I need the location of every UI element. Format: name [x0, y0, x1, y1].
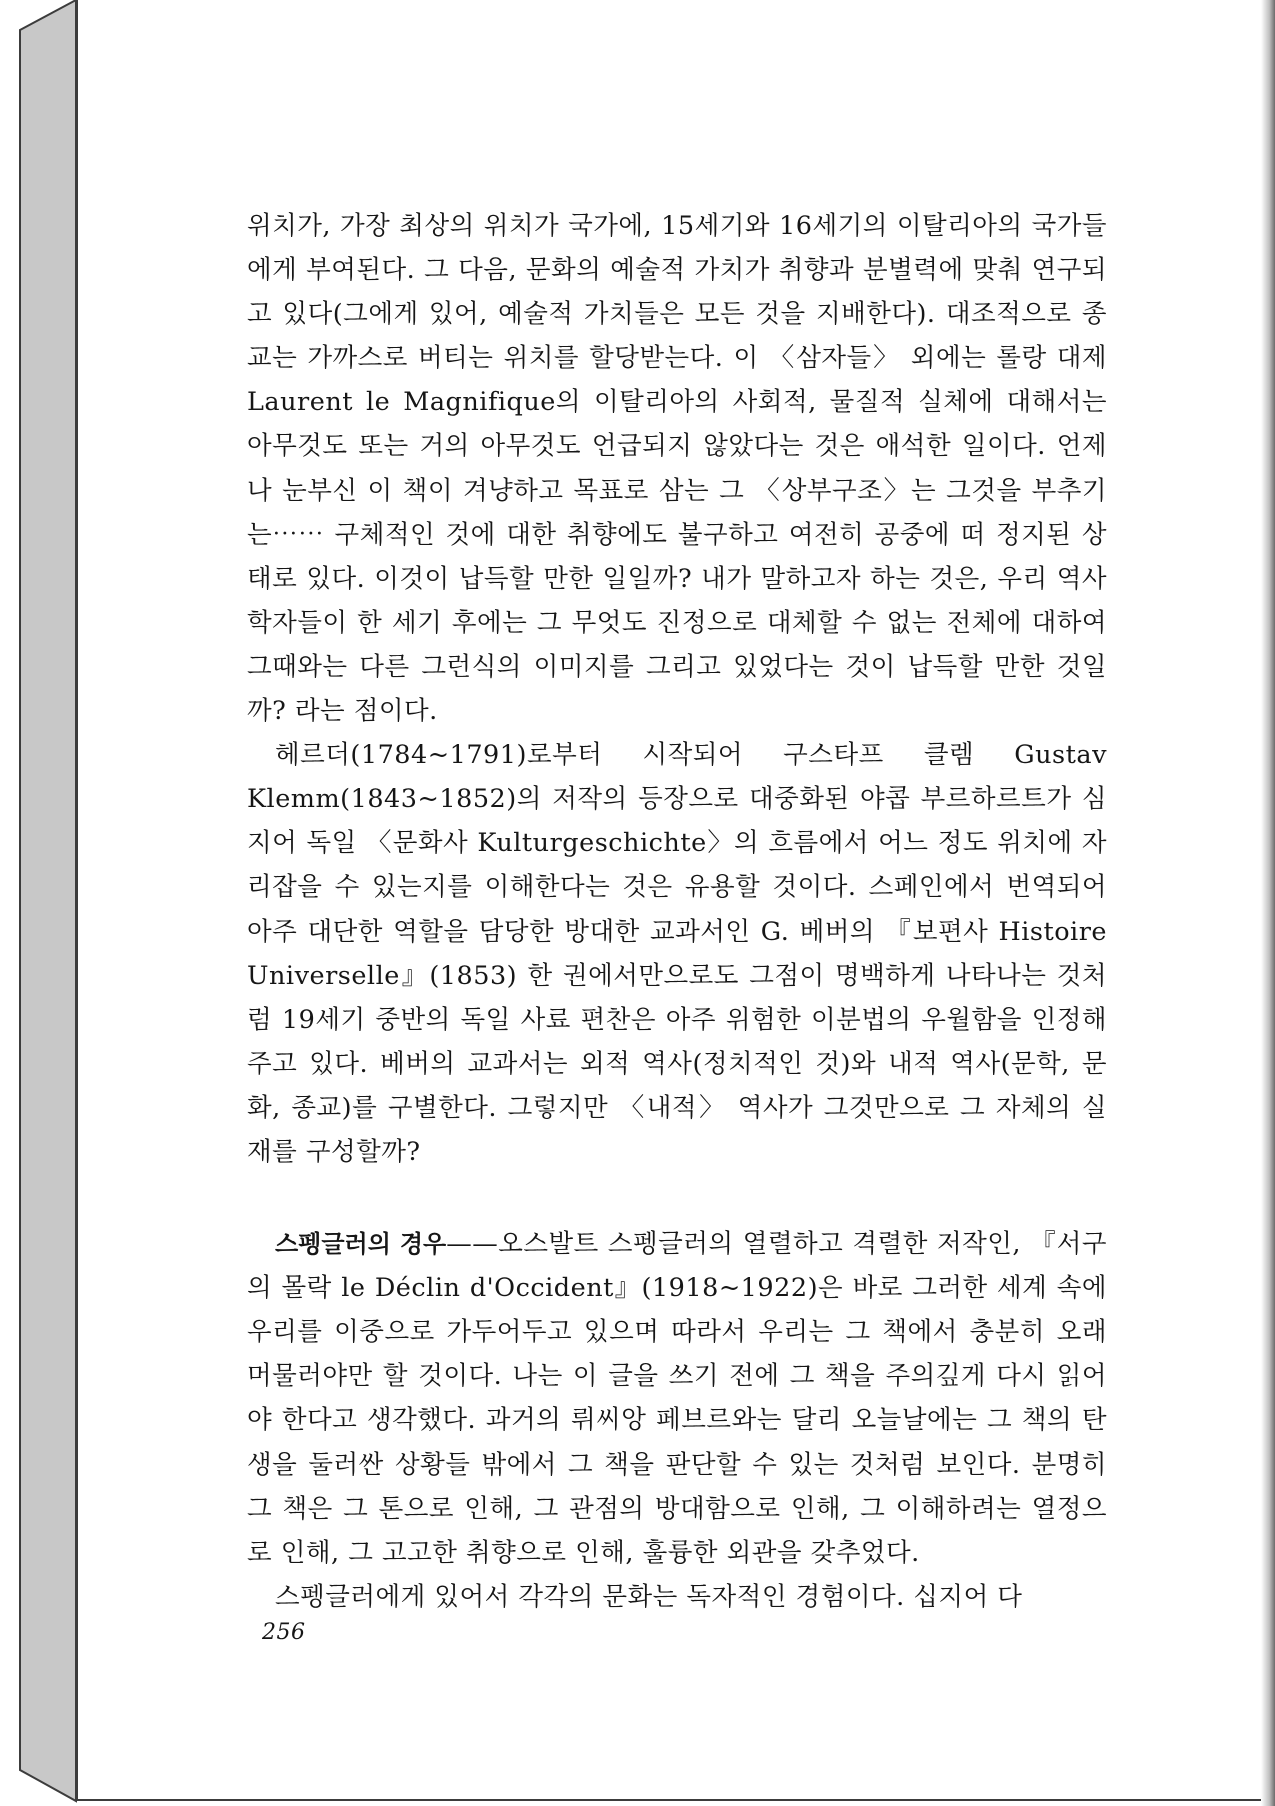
paragraph-3 — [247, 1222, 1107, 1575]
body-text — [247, 204, 1107, 1619]
page-edge-shadow — [1261, 0, 1275, 1806]
section-gap — [247, 1174, 1107, 1222]
paragraph-2: 헤르더(1784~1791)로부터 시작되어 구스타프 클렘 Gustav Klemm(1843~1852)의 저작의 등장으로 대중화된 야콥 부르하르트가 심지어 독일 〈문화사 Kulturgeschichte〉의 흐름에서 어느 정도 위치에 자리잡을 수 있는지를 이해한다는 것은 유용할 것이다. 스페인에서 번역되어 아주 대단한 역할을 담당한 방대한 교과서인 G. 베버의 『보편사 Histoire Universelle』(1853) 한 권에서만으로도 그점이 명백하게 나타나는 것처럼 19세기 중반의 독일 사료 편찬은 아주 위험한 이분법의 우월함을 인정해주고 있다. 베버의 교과서는 외적 역사(정치적인 것)와 내적 역사(문학, 문화, 종교)를 구별한다. 그렇지만 〈내적〉 역사가 그것만으로 그 자체의 실재를 구성할까? — [247, 740, 1107, 1167]
page-number: 256 — [262, 1620, 306, 1645]
paragraph-4: 스펭글러에게 있어서 각각의 문화는 독자적인 경험이다. 십지어 다 — [275, 1581, 1023, 1612]
paragraph-3-text: ——오스발트 스펭글러의 열렬하고 격렬한 저작인, 『서구의 몰락 le Déclin d'Occident』(1918~1922)은 바로 그러한 세계 속에 우리를 이중으로 가두어두고 있으며 따라서 우리는 그 책에서 충분히 오래 머물러야만 할 것이다. 나는 이 글을 쓰기 전에 그 책을 주의깊게 다시 읽어야 한다고 생각했다. 과거의 뤼씨앙 페브르와는 달리 오늘날에는 그 책의 탄생을 둘러싼 상황들 밖에서 그 책을 판단할 수 있는 것처럼 보인다. 분명히 그 책은 그 톤으로 인해, 그 관점의 방대함으로 인해, 그 이해하려는 열정으로 인해, 그 고고한 취향으로 인해, 훌륭한 외관을 갖추었다. — [247, 1229, 1107, 1568]
paragraph-1: 위치가, 가장 최상의 위치가 국가에, 15세기와 16세기의 이탈리아의 국가들에게 부여된다. 그 다음, 문화의 예술적 가치가 취향과 분별력에 맞춰 연구되고 있다(그에게 있어, 예술적 가치들은 모든 것을 지배한다). 대조적으로 종교는 가까스로 버티는 위치를 할당받는다. 이 〈삼자들〉 외에는 롤랑 대제 Laurent le Magnifique의 이탈리아의 사회적, 물질적 실체에 대해서는 아무것도 또는 거의 아무것도 언급되지 않았다는 것은 애석한 일이다. 언제나 눈부신 이 책이 겨냥하고 목표로 삼는 그 〈상부구조〉는 그것을 부추기는⋯⋯ 구체적인 것에 대한 취향에도 불구하고 여전히 공중에 떠 정지된 상태로 있다. 이것이 납득할 만한 일일까? 내가 말하고자 하는 것은, 우리 역사학자들이 한 세기 후에는 그 무엇도 진정으로 대체할 수 없는 전체에 대하여 그때와는 다른 그런식의 이미지를 그리고 있었다는 것이 납득할 만한 것일까? 라는 점이다. — [247, 211, 1107, 727]
section-heading: 스펭글러의 경우 — [275, 1230, 447, 1259]
